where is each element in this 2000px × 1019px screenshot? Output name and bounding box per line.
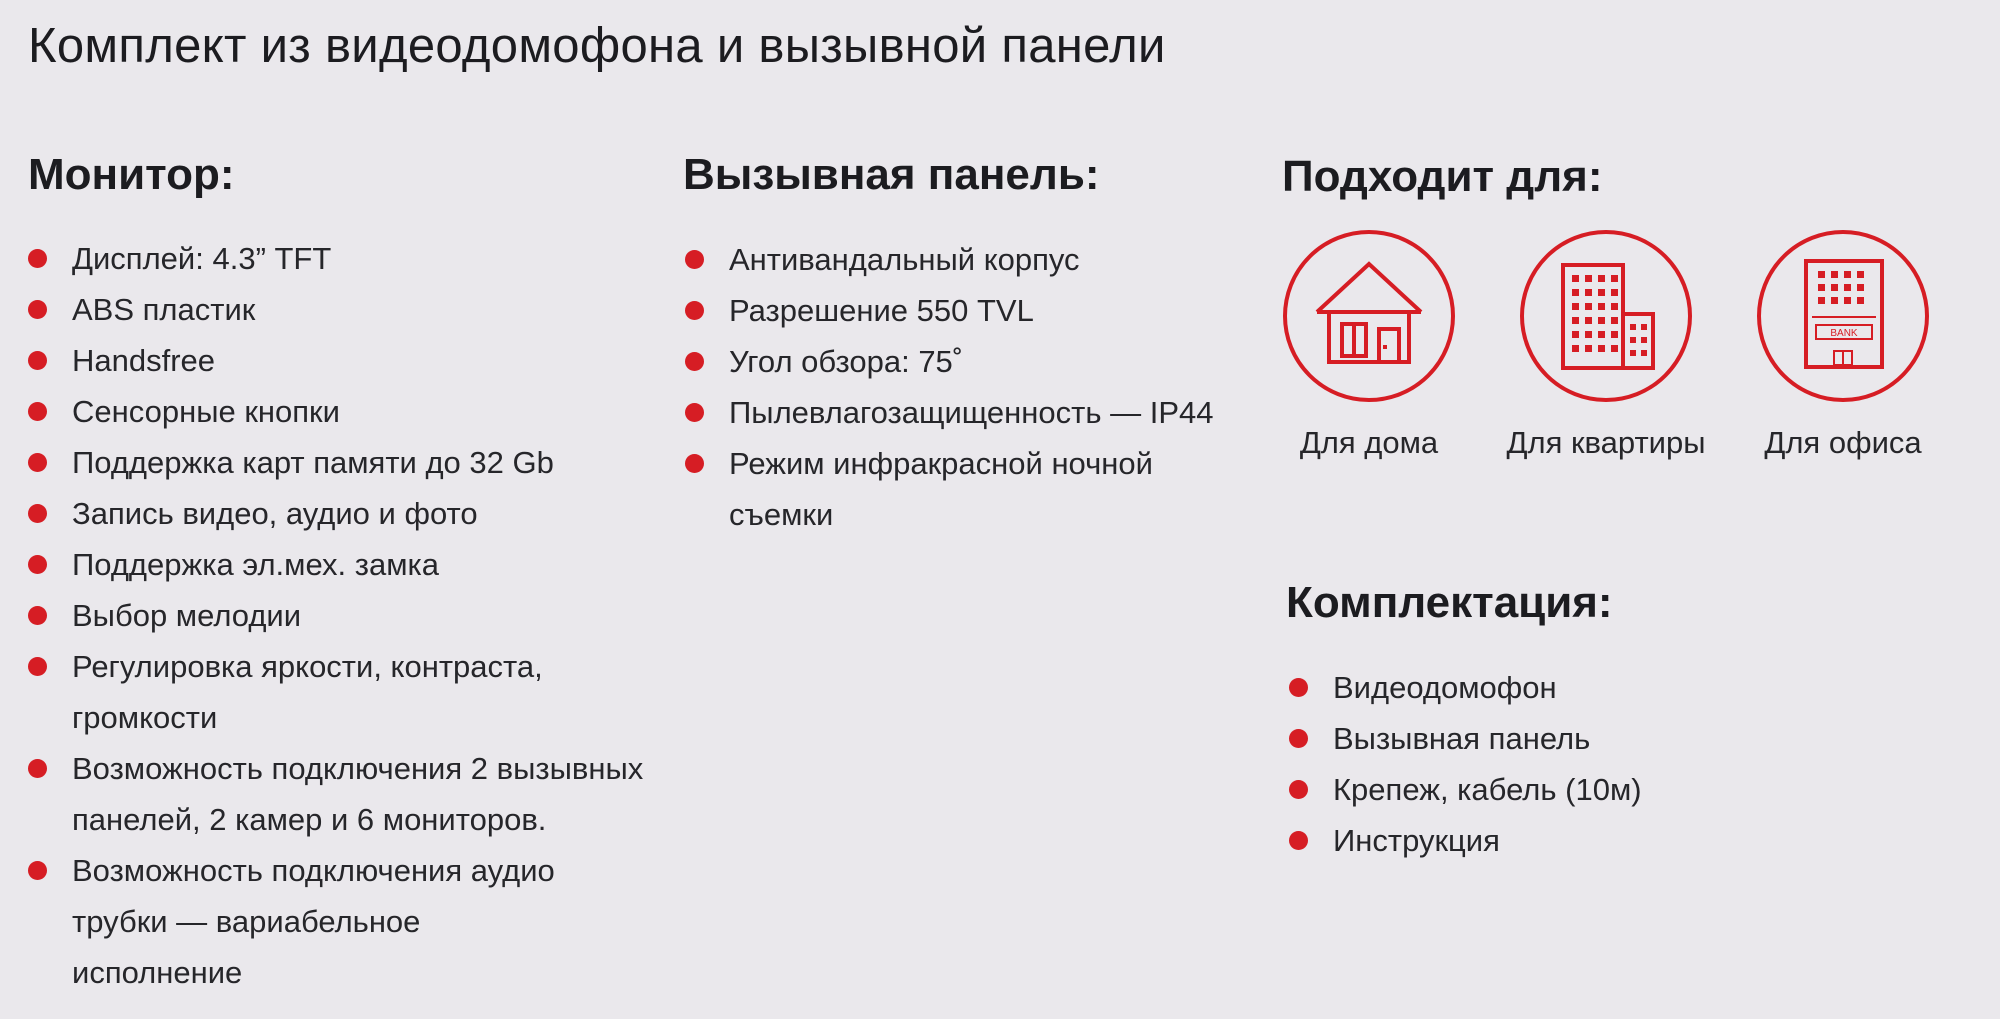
list-item: Видеодомофон [1287, 662, 1807, 713]
bullet-icon [28, 657, 47, 676]
bullet-icon [28, 453, 47, 472]
list-item: Запись видео, аудио и фото [26, 488, 666, 539]
bullet-icon [685, 301, 704, 320]
bullet-icon [685, 454, 704, 473]
bullet-icon [28, 249, 47, 268]
list-item: Вызывная панель [1287, 713, 1807, 764]
bullet-icon [1289, 831, 1308, 850]
list-item: Возможность подключения аудио трубки — вариабельное исполнение [26, 845, 666, 998]
list-item: Крепеж, кабель (10м) [1287, 764, 1807, 815]
usage-apartment [1486, 229, 1726, 461]
list-item: Сенсорные кнопки [26, 386, 666, 437]
list-item: Разрешение 550 TVL [683, 285, 1223, 336]
list-item: Поддержка карт памяти до 32 Gb [26, 437, 666, 488]
bullet-icon [1289, 729, 1308, 748]
list-item: Антивандальный корпус [683, 234, 1223, 285]
list-item: Инструкция [1287, 815, 1807, 866]
list-item: ABS пластик [26, 284, 666, 335]
bullet-icon [1289, 678, 1308, 697]
bullet-icon [685, 403, 704, 422]
suitable-heading: Подходит для: [1282, 152, 1603, 201]
panel-heading: Вызывная панель: [683, 150, 1100, 199]
house-icon [1282, 229, 1456, 403]
bullet-icon [28, 504, 47, 523]
monitor-heading: Монитор: [28, 150, 235, 199]
monitor-feature-list [26, 233, 666, 998]
panel-feature-list [683, 234, 1223, 540]
bank-sign-label: BANK [1830, 328, 1858, 339]
list-item: Пылевлагозащищенность — IP44 [683, 387, 1223, 438]
bullet-icon [28, 861, 47, 880]
list-item: Регулировка яркости, контраста, громкости [26, 641, 666, 743]
list-item: Handsfree [26, 335, 666, 386]
kit-heading: Комплектация: [1286, 578, 1613, 627]
kit-list [1287, 662, 1807, 866]
usage-office [1723, 229, 1963, 461]
list-item: Возможность подключения 2 вызывных панелей, 2 камер и 6 мониторов. [26, 743, 666, 845]
usage-label: Для дома [1299, 425, 1439, 460]
bullet-icon [1289, 780, 1308, 799]
bullet-icon [28, 351, 47, 370]
page-title: Комплект из видеодомофона и вызывной панели [28, 19, 1166, 73]
bullet-icon [28, 402, 47, 421]
usage-label: Для квартиры [1506, 425, 1706, 460]
list-item: Режим инфракрасной ночной съемки [683, 438, 1223, 540]
usage-home [1249, 229, 1489, 461]
apartment-building-icon [1519, 229, 1693, 403]
list-item: Дисплей: 4.3” TFT [26, 233, 666, 284]
list-item: Поддержка эл.мех. замка [26, 539, 666, 590]
bullet-icon [28, 606, 47, 625]
bullet-icon [685, 352, 704, 371]
bank-office-icon [1756, 229, 1930, 403]
usage-label: Для офиса [1764, 425, 1922, 460]
bullet-icon [685, 250, 704, 269]
list-item: Угол обзора: 75˚ [683, 336, 1223, 387]
bullet-icon [28, 555, 47, 574]
bullet-icon [28, 300, 47, 319]
list-item: Выбор мелодии [26, 590, 666, 641]
bullet-icon [28, 759, 47, 778]
